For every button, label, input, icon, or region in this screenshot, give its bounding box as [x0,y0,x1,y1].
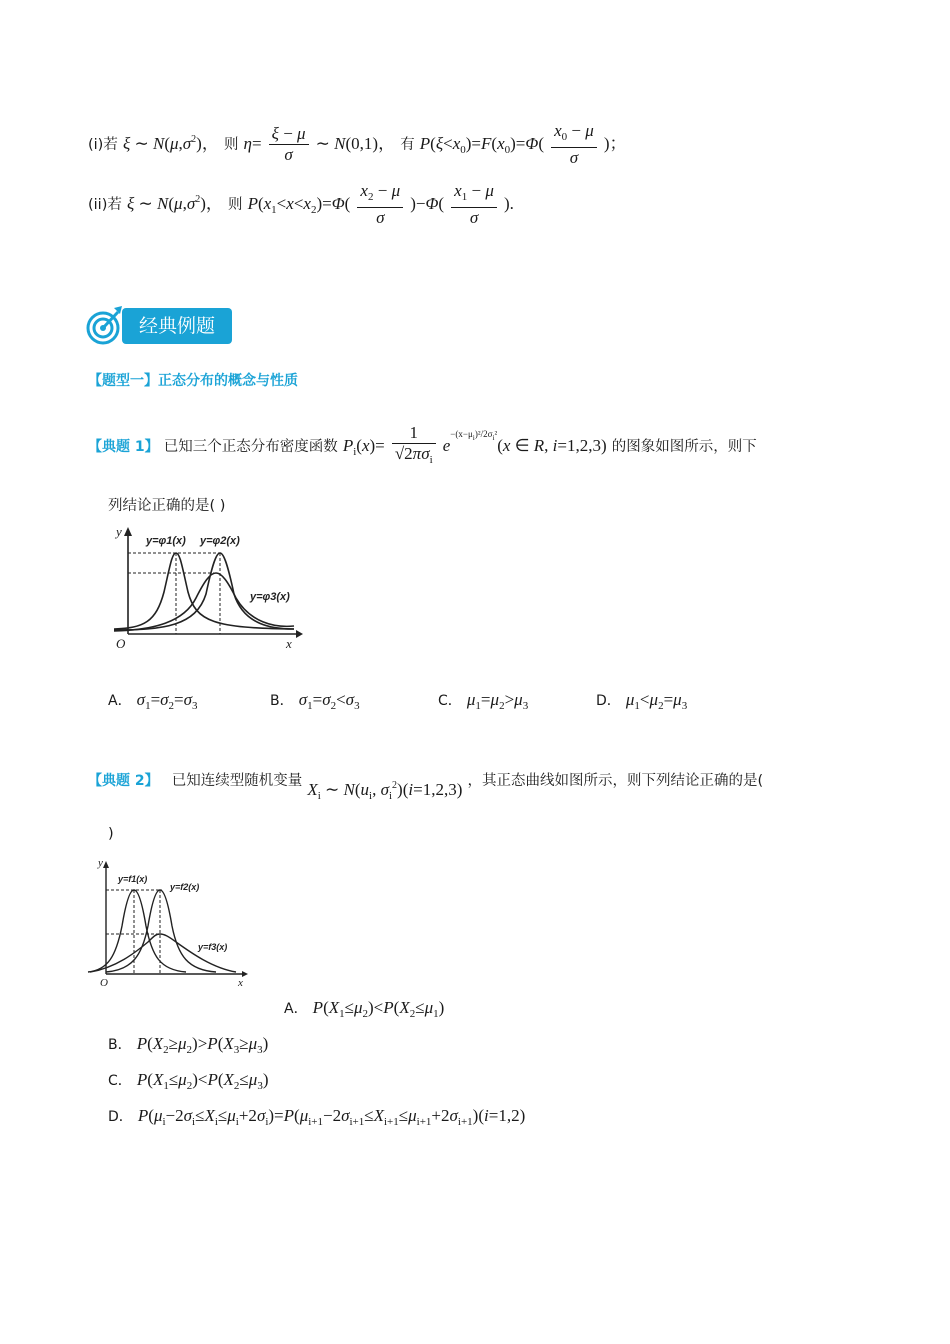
ex2-curve-3 [90,934,236,972]
target-icon [84,304,126,348]
formula-i: (i)若 ξ ∼ $N(\mu,\sigma^2)$， 则 η= $\frac{\xi - \mu}{\sigma}$ ∼ N(0,1)， 有 $P(\xi<x_0)=F(x_0)=\Phi$( $\frac{x_0 - \mu}{\sigma}$ )； [88,121,627,167]
ex1-x-label: x [286,636,292,651]
ex2-option-c[interactable]: C． $P(X_1\le\mu_2)<P(X_2\le\mu_3)$ [108,1070,269,1092]
ex2-label-2: y=f2(x) [170,882,200,892]
formula-ii-label: (ii)若 [88,197,122,213]
formula-ii: (ii)若 ξ ∼ $N(\mu,\sigma^2)$， 则 $P(x_1<x<x_2)=\Phi$( $\frac{x_2 - \mu}{\sigma}$ )−Φ( $\frac{x_1 - \mu}{\sigma}$ ). [88,181,514,227]
ex2-x-label: x [238,977,243,989]
formula-ii-then: 则 [227,197,243,213]
section-title: 经典例题 [122,308,232,344]
ex2-label-3: y=f3(x) [198,942,228,952]
ex2-tag: 【典题 2】 [88,773,159,789]
ex2-label-1: y=f1(x) [118,874,148,884]
ex1-lead: 已知三个正态分布密度函数 [163,439,338,455]
ex2-option-d[interactable]: D． $P(\mu_i-2\sigma_i\le X_i\le\mu_i+2\sigma_i)=P(\mu_{i+1}-2\sigma_{i+1}\le X_{i+1}\le\mu_{i+1}+2\sigma_{i+1})(i=1,2)$ [108,1106,526,1128]
ex1-option-d[interactable]: D． $\mu_1<\mu_2=\mu_3$ [596,690,688,712]
ex1-option-b[interactable]: B． $\sigma_1=\sigma_2<\sigma_3$ [270,690,360,712]
ex2-lead: 已知连续型随机变量 [171,773,303,789]
ex2-option-b[interactable]: B． $P(X_2\ge\mu_2)>P(X_3\ge\mu_3)$ [108,1034,269,1056]
formula-eta-fraction: $\frac{\xi - \mu}{\sigma}$ [269,124,309,165]
ex1-label-2: y=φ2(x) [200,535,240,547]
ex1-line1: 【典题 1】 已知三个正态分布密度函数 $P_i(x)=$ $\frac{1}{√2\pi\sigma_i}$ $e^{-(x-\mu_i)^2/2\sigma_i^2}(x$ ∈ R, i=1,2,3) 的图象如图所示，则下 [88,404,757,464]
ex1-option-a[interactable]: A． $\sigma_1=\sigma_2=\sigma_3$ [108,690,198,712]
ex1-label-3: y=φ3(x) [250,591,290,603]
ex1-label-1: y=φ1(x) [146,535,186,547]
ex2-curve-1 [88,890,186,972]
ex1-tag: 【典题 1】 [88,439,159,455]
ex2-line2: ) [108,826,114,842]
ex2-y-label: y [98,857,103,869]
ex1-tail: 的图象如图所示，则下 [611,439,757,455]
ex2-tail: ，其正态曲线如图所示，则下列结论正确的是( [467,773,764,789]
ex1-y-label: y [116,524,122,539]
type1-heading: 【题型一】正态分布的概念与性质 [88,373,298,389]
ex1-origin: O [116,636,126,651]
formula-i-then: 则 [223,137,239,153]
ex1-density-fraction: $\frac{1}{√2\pi\sigma_i}$ [392,423,436,470]
ex2-graph [86,856,250,990]
ex2-option-a[interactable]: A． $P(X_1\le\mu_2)<P(X_2\le\mu_1)$ [284,998,445,1020]
ex2-origin: O [100,977,108,989]
formula-i-label: (i)若 [88,137,118,153]
formula-i-have: 有 [400,137,415,153]
ex2-line1: 【典题 2】 已知连续型随机变量 $X_i$ ∼ $N(u_i$, $\sigma_i^2)(i=1,2,3)$ ，其正态曲线如图所示，则下列结论正确的是( [88,773,764,802]
ex1-line2: 列结论正确的是( ) [108,498,226,514]
ex1-graph [104,522,304,654]
ex1-option-c[interactable]: C． $\mu_1=\mu_2>\mu_3$ [438,690,529,712]
